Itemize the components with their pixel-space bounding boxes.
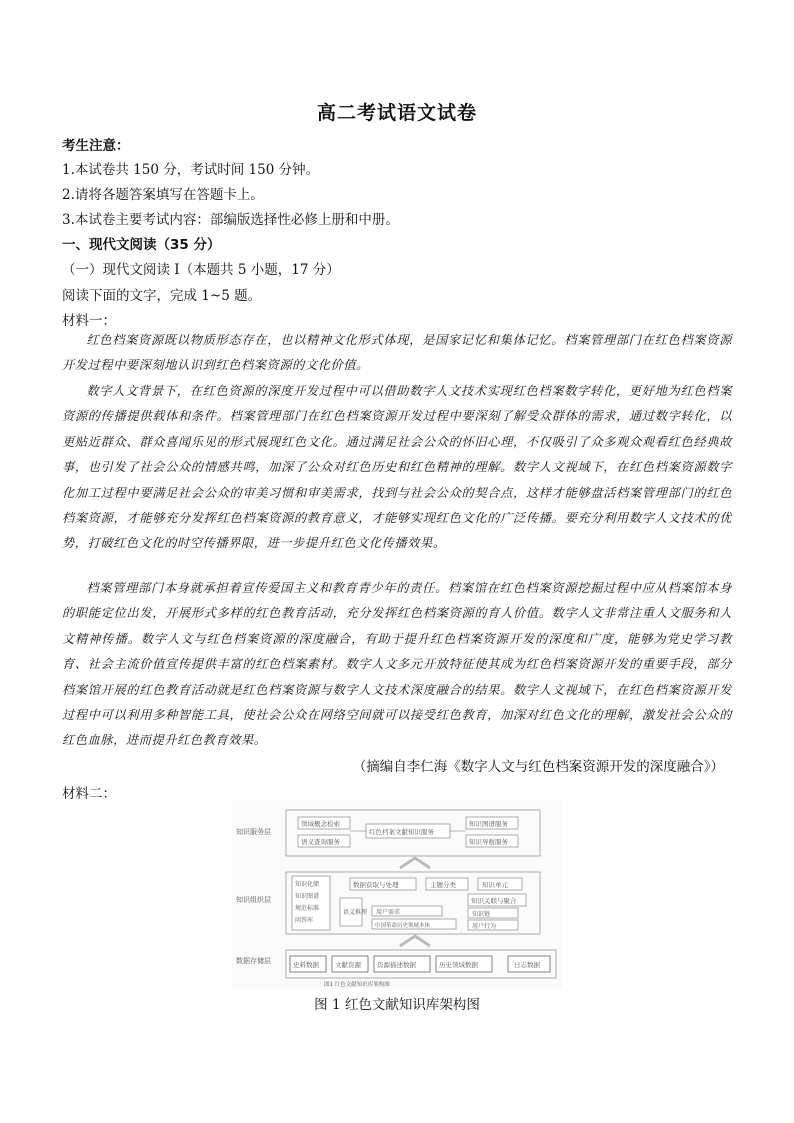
page-title: 高二考试语文试卷 — [316, 102, 477, 124]
sub-section-heading: （一）现代文阅读 I（本题共 5 小题，17 分） — [62, 262, 340, 278]
architecture-figure — [232, 800, 562, 988]
diagram-box-label: 规范标准 — [295, 905, 320, 912]
material-label: 材料一： — [62, 313, 116, 329]
diagram-box-label: 日志数据 — [514, 961, 540, 969]
material-label: 材料二： — [62, 786, 116, 802]
diagram-box-label: 语义推理 — [343, 909, 368, 916]
diagram-box-label: 问答库 — [295, 917, 314, 924]
diagram-box-label: 知识图谱服务 — [469, 820, 508, 828]
material-paragraph: 数字人文背景下，在红色资源的深度开发过程中可以借助数字人文技术实现红色档案数字转化，更好地为红色档案资源的传播提供载体和条件。档案管理部门在红色档案资源开发过程中要深刻了解受众群体的需求，通过数字转化，以更贴近群众、群众喜闻乐见的形式展现红色文化。通过满足社会公众的怀旧心理，不仅吸引了众多观众观看红色经典故事，也引发了社会公众的情感共鸣，加深了公众对红色历史和红色精神的理解。数字人文视域下，在红色档案资源数字化加工过程中要满足社会公众的审美习惯和审美需求，找到与社会公众的契合点，这样才能够盘活档案管理部门的红色档案资源，才能够充分发挥红色档案资源的教育意义，才能够实现红色文化的广泛传播。要充分利用数字人文技术的优势，打破红色文化的时空传播界限，进一步提升红色文化传播效果。 — [62, 384, 732, 551]
diagram-box-label: 用户行为 — [472, 923, 497, 930]
diagram-box-label: 资源描述数据 — [377, 961, 416, 969]
material-paragraph: 红色档案资源既以物质形态存在，也以精神文化形式体现，是国家记忆和集体记忆。档案管理部门在红色档案资源开发过程中要深刻地认识到红色档案资源的文化价值。 — [62, 333, 732, 373]
diagram-box-label: 红色档案文献知识服务 — [369, 828, 434, 836]
layer-label: 知识组织层 — [236, 896, 271, 904]
diagram-box-label: 中国革命历史领域本体 — [375, 923, 431, 929]
source-citation: （摘编自李仁海《数字人文与红色档案资源开发的深度融合》） — [352, 759, 724, 775]
diagram-box-label: 文献资源 — [335, 961, 361, 969]
diagram-box-label: 领域概念检索 — [301, 820, 340, 828]
diagram-box-label: 历史领域数据 — [439, 961, 478, 969]
figure-inner-caption: 图1 红色文献知识库架构图 — [324, 982, 390, 988]
layer-label: 数据存储层 — [236, 957, 271, 965]
material-paragraph: 档案管理部门本身就承担着宣传爱国主义和教育青少年的责任。档案馆在红色档案资源挖掘过程中应从档案馆本身的职能定位出发，开展形式多样的红色教育活动，充分发挥红色档案资源的育人价值。数字人文非常注重人文服务和人文精神传播。数字人文与红色档案资源的深度融合，有助于提升红色档案资源开发的深度和广度，能够为党史学习教育、社会主流价值宣传提供丰富的红色档案素材。数字人文多元开放特征使其成为红色档案资源开发的重要手段，部分档案馆开展的红色教育活动就是红色档案资源与数字人文技术深度融合的结果。数字人文视域下，在红色档案资源开发过程中可以利用多种智能工具，使社会公众在网络空间就可以接受红色教育，加深对红色文化的理解，激发社会公众的红色血脉，进而提升红色教育效果。 — [62, 581, 732, 748]
diagram-box-label: 知识导航服务 — [469, 838, 508, 846]
diagram-box-label: 史料数据 — [293, 961, 319, 969]
diagram-box-label: 数据获取与处理 — [353, 881, 399, 889]
diagram-box-label: 知识化储 — [295, 881, 320, 888]
section-heading: 一、现代文阅读（35 分） — [62, 237, 221, 253]
layer-label: 知识服务层 — [236, 828, 271, 836]
diagram-box-label: 知识单元 — [482, 881, 508, 889]
figure-caption: 图 1 红色文献知识库架构图 — [314, 997, 480, 1013]
notice-item: 3.本试卷主要考试内容：部编版选择性必修上册和中册。 — [62, 212, 399, 228]
diagram-box-label: 知识关联与聚合 — [471, 897, 517, 905]
diagram-box-label: 主题分类 — [430, 881, 456, 889]
notice-item: 2.请将各题答案填写在答题卡上。 — [62, 187, 264, 203]
diagram-box-label: 用户需求 — [376, 909, 401, 916]
notice-item: 1.本试卷共 150 分，考试时间 150 分钟。 — [62, 162, 320, 178]
diagram-box-label: 知识链 — [472, 911, 491, 918]
reading-instruction: 阅读下面的文字，完成 1~5 题。 — [62, 288, 262, 304]
notice-heading: 考生注意： — [62, 138, 130, 154]
diagram-box-label: 知识图谱 — [295, 893, 320, 900]
diagram-box-label: 语义查询服务 — [301, 838, 340, 846]
